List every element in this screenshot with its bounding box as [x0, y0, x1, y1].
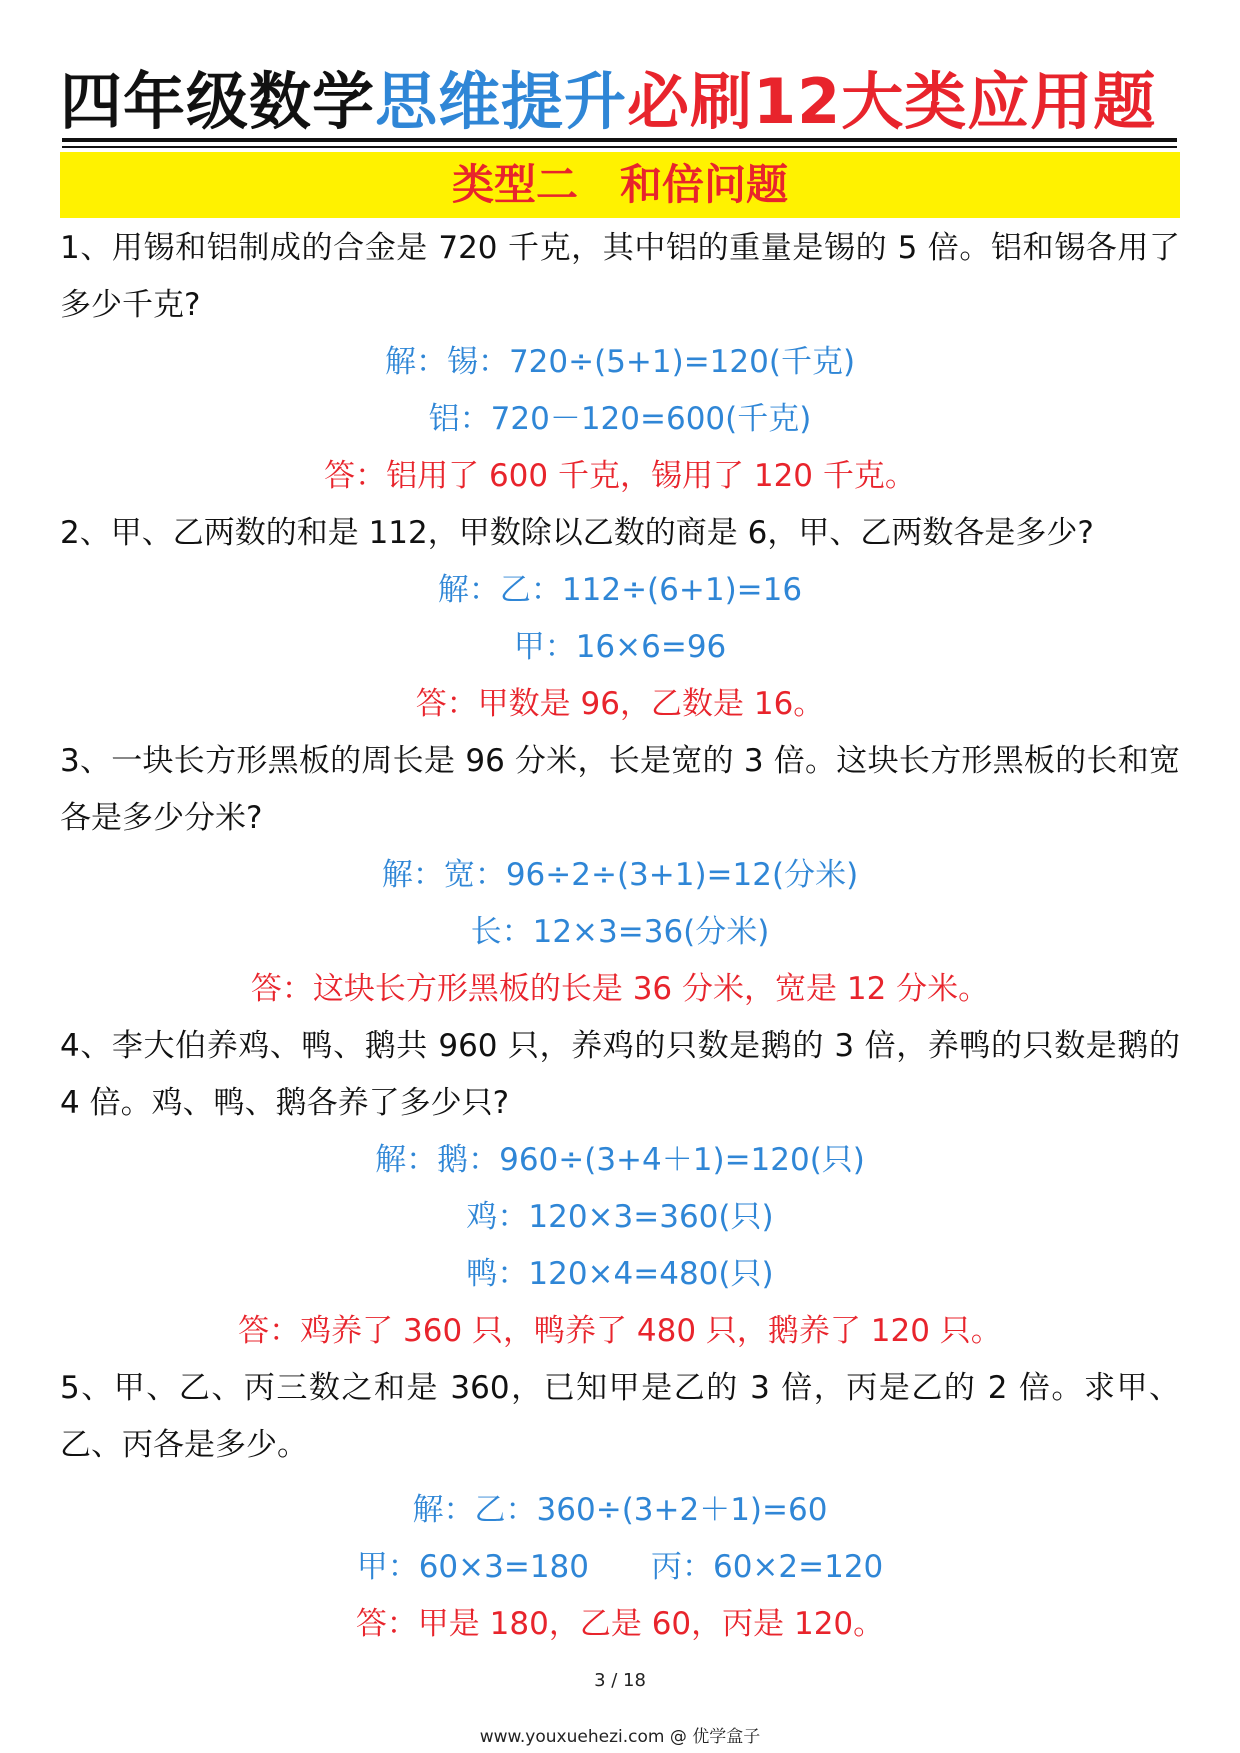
- problem-answer: 答：鸡养了 360 只，鸭养了 480 只，鹅养了 120 只。: [238, 1313, 1002, 1349]
- problem-4: [60, 1018, 1180, 1360]
- problem-answer: 答：甲数是 96，乙数是 16。: [415, 686, 825, 722]
- title-rule-thin: [62, 146, 1177, 148]
- footer-watermark: www.youxuehezi.com @ 优学盒子: [479, 1727, 761, 1747]
- problem-question: 1、用锡和铝制成的合金是 720 千克，其中铝的重量是锡的 5 倍。铝和锡各用了多少千克?: [60, 230, 1180, 323]
- problem-question: 4、李大伯养鸡、鸭、鹅共 960 只，养鸡的只数是鹅的 3 倍，养鸭的只数是鹅的 4 倍。鸡、鸭、鹅各养了多少只?: [60, 1028, 1180, 1121]
- solution-line: 长：12×3=36(分米): [470, 914, 770, 950]
- problem-question: 3、一块长方形黑板的周长是 96 分米，长是宽的 3 倍。这块长方形黑板的长和宽各是多少分米?: [60, 743, 1180, 836]
- title-part-1: 四年级数学: [60, 65, 376, 138]
- problem-3: [60, 733, 1180, 1018]
- title-part-3: 必刷12大类应用题: [627, 65, 1157, 138]
- problem-2: [60, 505, 1180, 733]
- problem-list: [60, 220, 1180, 1653]
- solution-line: 甲：60×3=180 丙：60×2=120: [356, 1549, 884, 1585]
- solution-line: 解：乙：360÷(3+2＋1)=60: [412, 1492, 828, 1528]
- solution-line: 解：锡：720÷(5+1)=120(千克): [384, 344, 856, 380]
- problem-question: 2、甲、乙两数的和是 112，甲数除以乙数的商是 6，甲、乙两数各是多少?: [60, 515, 1094, 551]
- problem-answer: 答：甲是 180，乙是 60，丙是 120。: [355, 1606, 885, 1642]
- title-part-2: 思维提升: [375, 65, 628, 138]
- page-number: 3 / 18: [594, 1670, 646, 1691]
- solution-line: 鸡：120×3=360(只): [466, 1199, 774, 1235]
- problem-1: [60, 220, 1180, 505]
- problem-5: [60, 1360, 1180, 1653]
- solution-line: 鸭：120×4=480(只): [466, 1256, 774, 1292]
- title-rule-thick: [62, 138, 1177, 142]
- page-title: [60, 62, 1180, 142]
- solution-line: 解：鹅：960÷(3+4＋1)=120(只): [375, 1142, 865, 1178]
- solution-line: 甲：16×6=96: [513, 629, 727, 665]
- section-banner: 类型二 和倍问题: [60, 152, 1180, 218]
- solution-line: 解：宽：96÷2÷(3+1)=12(分米): [381, 857, 859, 893]
- problem-answer: 答：铝用了 600 千克，锡用了 120 千克。: [324, 458, 916, 494]
- solution-line: 解：乙：112÷(6+1)=16: [437, 572, 803, 608]
- problem-answer: 答：这块长方形黑板的长是 36 分米，宽是 12 分米。: [250, 971, 990, 1007]
- problem-question: 5、甲、乙、丙三数之和是 360，已知甲是乙的 3 倍，丙是乙的 2 倍。求甲、乙、丙各是多少。: [60, 1370, 1180, 1463]
- solution-line: 铝：720－120=600(千克): [428, 401, 812, 437]
